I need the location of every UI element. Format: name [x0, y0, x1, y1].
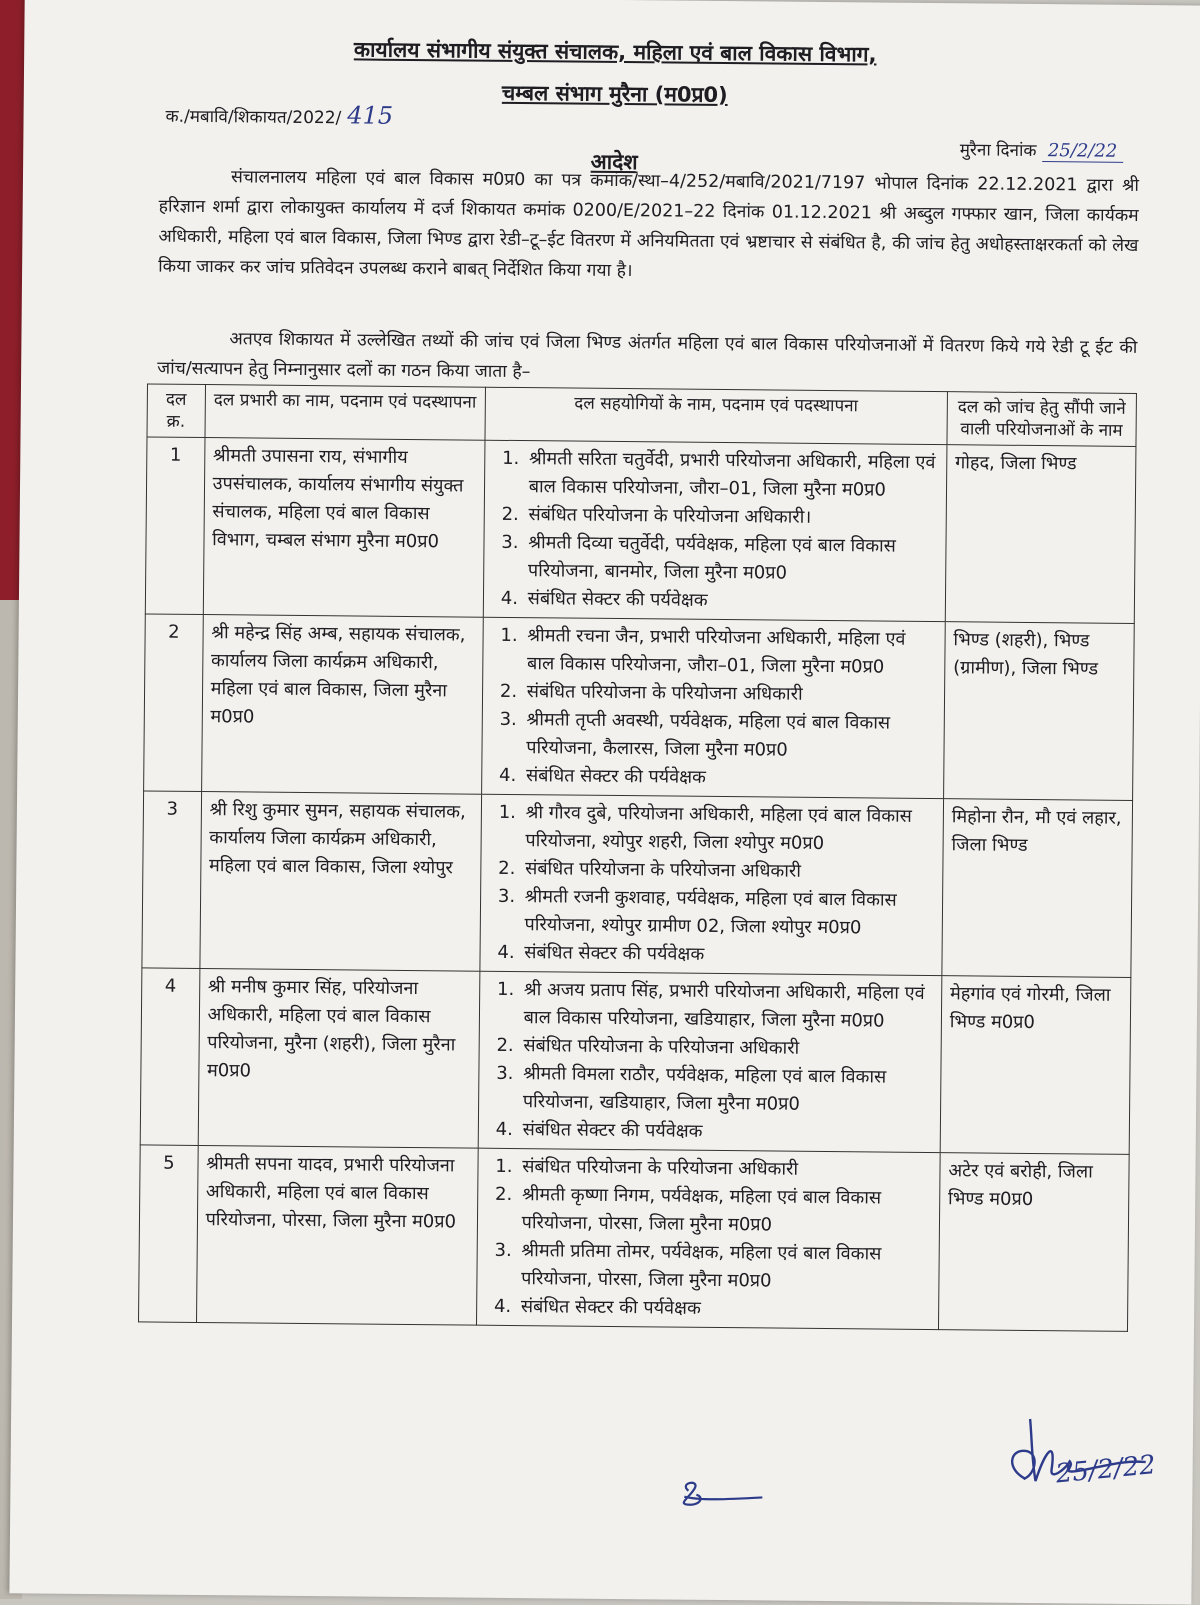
table-row [144, 614, 1135, 800]
list-item: 1. श्री अजय प्रताप सिंह, प्रभारी परियोजना अधिकारी, महिला एवं बाल विकास परियोजना, खडियाहार, जिला मुरैना म0प्र0 [520, 976, 934, 1036]
team-number: 3 [142, 791, 201, 969]
team-members [480, 794, 944, 975]
team-number: 2 [144, 614, 203, 792]
table-row [139, 1145, 1130, 1331]
list-item: 4. संबंधित सेक्टर की पर्यवेक्षक [522, 762, 935, 794]
initial-mark [670, 1475, 770, 1516]
reference-prefix: क./मबावि/शिकायत/2022/ [165, 106, 342, 129]
members-list [490, 622, 937, 794]
list-item: 3. श्रीमती रजनी कुशवाह, पर्यवेक्षक, महिला एवं बाल विकास परियोजना, श्योपुर ग्रामीण 02, जिला श्योपुर म0प्र0 [520, 883, 934, 943]
list-item: 2. संबंधित परियोजना के परियोजना अधिकारी। [524, 501, 937, 533]
team-projects: मिहोना रौन, मौ एवं लहार, जिला भिण्ड [942, 799, 1133, 978]
reference-line [165, 100, 393, 130]
list-item: 1. संबंधित परियोजना के परियोजना अधिकारी [518, 1153, 931, 1185]
table-row [140, 968, 1131, 1154]
team-number: 1 [145, 437, 204, 615]
team-number: 4 [140, 968, 199, 1146]
team-projects: भिण्ड (शहरी), भिण्ड (ग्रामीण), जिला भिण्ड [943, 622, 1134, 801]
list-item: 3. श्रीमती तृप्ती अवस्थी, पर्यवेक्षक, महिला एवं बाल विकास परियोजना, कैलारस, जिला मुरैना म0प्र0 [522, 706, 936, 766]
team-projects: अटेर एवं बरोही, जिला भिण्ड म0प्र0 [938, 1153, 1129, 1332]
list-item: 4. संबंधित सेक्टर की पर्यवेक्षक [518, 1116, 931, 1148]
team-in-charge: श्री रिशु कुमार सुमन, सहायक संचालक, कार्यालय जिला कार्यक्रम अधिकारी, महिला एवं बाल विकास, जिला श्योपुर [200, 792, 482, 972]
team-in-charge: श्री महेन्द्र सिंह अम्ब, सहायक संचालक, कार्यालय जिला कार्यक्रम अधिकारी, महिला एवं बाल विकास, जिला मुरैना म0प्र0 [201, 615, 483, 795]
list-item: 4. संबंधित सेक्टर की पर्यवेक्षक [520, 939, 933, 971]
office-title-line1: कार्यालय संभागीय संयुक्त संचालक, महिला एवं बाल विकास विभाग, [353, 37, 877, 67]
team-in-charge: श्रीमती उपासना राय, संभागीय उपसंचालक, कार्यालय संभागीय संयुक्त संचालक, महिला एवं बाल विकास विभाग, चम्बल संभाग मुरैना म0प्र0 [203, 438, 485, 618]
team-number: 5 [139, 1145, 198, 1323]
date-prefix: मुरैना दिनांक [959, 140, 1037, 161]
header-members: दल सहयोगियों के नाम, पदनाम एवं पदस्थापना [485, 387, 948, 444]
header-in-charge: दल प्रभारी का नाम, पदनाम एवं पदस्थापना [205, 385, 486, 441]
team-projects: गोहद, जिला भिण्ड [945, 445, 1136, 624]
list-item: 2. संबंधित परियोजना के परियोजना अधिकारी [519, 1032, 932, 1064]
team-projects: मेहगांव एवं गोरमी, जिला भिण्ड म0प्र0 [940, 976, 1131, 1155]
date-value: 25/2/22 [1042, 140, 1124, 163]
list-item: 1. श्रीमती रचना जैन, प्रभारी परियोजना अधिकारी, महिला एवं बाल विकास परियोजना, जौरा–01, जिला मुरैना म0प्र0 [523, 622, 937, 682]
list-item: 3. श्रीमती दिव्या चतुर्वेदी, पर्यवेक्षक, महिला एवं बाल विकास परियोजना, बानमोर, जिला मुरैना म0प्र0 [524, 529, 938, 589]
paragraph-2: अतएव शिकायत में उल्लेखित तथ्यों की जांच एवं जिला भिण्ड अंतर्गत महिला एवं बाल विकास परियोजनाओं में वितरण किये गये रेडी टू ईट की जांच/सत्यापन हेतु निम्नानुसार दलों का गठन किया जाता है– [157, 329, 1138, 383]
members-list [492, 445, 939, 617]
members-list [488, 799, 935, 971]
signature-date: 25/2/22 [1054, 1450, 1158, 1490]
list-item: 1. श्री गौरव दुबे, परियोजना अधिकारी, महिला एवं बाल विकास परियोजना, श्योपुर शहरी, जिला श्योपुर म0प्र0 [521, 799, 935, 859]
team-members [481, 617, 945, 798]
reference-number: 415 [347, 101, 394, 130]
list-item: 2. श्रीमती कृष्णा निगम, पर्यवेक्षक, महिला एवं बाल विकास परियोजना, पोरसा, जिला मुरैना म0प्र0 [518, 1181, 932, 1241]
list-item: 2. संबंधित परियोजना के परियोजना अधिकारी [521, 855, 934, 887]
list-item: 4. संबंधित सेक्टर की पर्यवेक्षक [517, 1293, 930, 1325]
table-row [142, 791, 1133, 977]
members-list [486, 976, 933, 1148]
list-item: 1. श्रीमती सरिता चतुर्वेदी, प्रभारी परियोजना अधिकारी, महिला एवं बाल विकास परियोजना, जौरा–01, जिला मुरैना म0प्र0 [525, 445, 939, 505]
header-projects: दल को जांच हेतु सौंपी जाने वाली परियोजनाओं के नाम [947, 392, 1137, 447]
table-header-row [147, 384, 1136, 446]
team-in-charge: श्री मनीष कुमार सिंह, परियोजना अधिकारी, महिला एवं बाल विकास परियोजना, मुरैना (शहरी), जिला मुरैना म0प्र0 [198, 968, 480, 1148]
list-item: 3. श्रीमती प्रतिमा तोमर, पर्यवेक्षक, महिला एवं बाल विकास परियोजना, पोरसा, जिला मुरैना म0प्र0 [517, 1237, 931, 1297]
members-list [485, 1153, 932, 1325]
list-item: 4. संबंधित सेक्टर की पर्यवेक्षक [524, 585, 937, 617]
document-page [9, 0, 1200, 1605]
office-title-line2: चम्बल संभाग मुरैना (म0प्र0) [501, 80, 728, 108]
team-members [476, 1148, 940, 1329]
list-item: 3. श्रीमती विमला राठौर, पर्यवेक्षक, महिला एवं बाल विकास परियोजना, खडियाहार, जिला मुरैना म0प्र0 [519, 1060, 933, 1120]
list-item: 2. संबंधित परियोजना के परियोजना अधिकारी [523, 678, 936, 710]
teams-table [138, 383, 1137, 1331]
header-team-no: दल क्र. [147, 384, 205, 438]
table-row [145, 437, 1136, 623]
team-members [483, 440, 947, 621]
paragraph-1: संचालनालय महिला एवं बाल विकास म0प्र0 का पत्र कमांक/स्था–4/252/मबावि/2021/7197 भोपाल दिनांक 22.12.2021 द्वारा श्री हरिज्ञान शर्मा द्वारा लोकायुक्त कार्यालय में दर्ज शिकायत कमांक 0200/E/2021–22 दिनांक 01.12.2021 श्री अब्दुल गफ्फार खान, जिला कार्यकम अधिकारी, महिला एवं बाल विकास, जिला भिण्ड द्वारा रेडी–टू–ईट वितरण में अनियमितता एवं भ्रष्टाचार से संबंधित है, की जांच हेतु अधोहस्ताक्षरकर्ता को लेख किया जाकर कर जांच प्रतिवेदन उपलब्ध कराने बाबत् निर्देशित किया गया है। [158, 167, 1140, 282]
team-in-charge: श्रीमती सपना यादव, प्रभारी परियोजना अधिकारी, महिला एवं बाल विकास परियोजना, पोरसा, जिला मुरैना म0प्र0 [196, 1145, 478, 1325]
team-members [478, 971, 942, 1152]
order-title: आदेश [590, 149, 638, 175]
